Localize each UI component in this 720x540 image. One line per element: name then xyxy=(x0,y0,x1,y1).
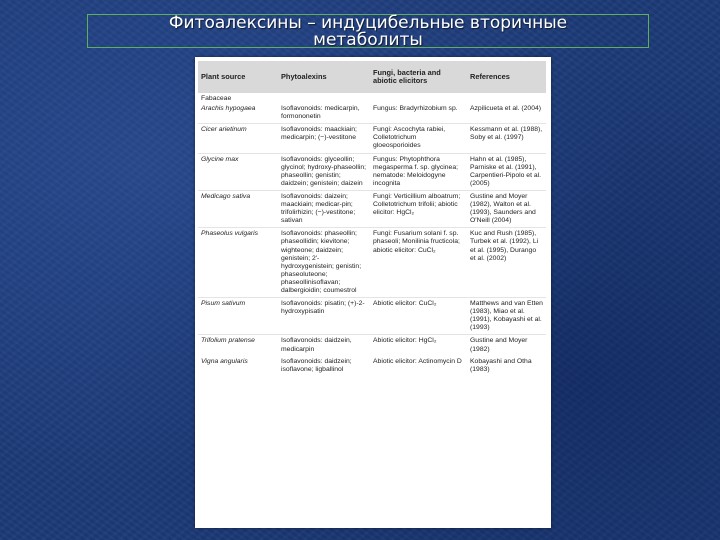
plant-source-cell: Arachis hypogaea xyxy=(198,103,278,124)
table-row xyxy=(198,103,546,124)
plant-source-cell: Trifolium pratense xyxy=(201,337,255,345)
elicitors-cell: Fungus: Phytophthora megasperma f. sp. glycinea; nematode: Meloidogyne incognita xyxy=(370,153,467,190)
plant-source-cell: Glycine max xyxy=(198,153,278,190)
table-row xyxy=(198,298,546,335)
plant-source-cell: Vigna angularis xyxy=(201,357,248,365)
elicitors-cell: Fungi: Fusarium solani f. sp. phaseoli; Monilinia fructicola; abiotic elicitor: CuCl₂ xyxy=(370,228,467,298)
references-cell: Kuc and Rush (1985), Turbek et al. (1992), Li et al. (1995), Durango et al. (2002) xyxy=(467,228,546,298)
references-cell: Kessmann et al. (1988), Soby et al. (1997) xyxy=(467,124,546,153)
elicitors-cell: Fungi: Ascochyta rabiei, Colletotrichum gloeosporioides xyxy=(370,124,467,153)
table-row xyxy=(198,190,546,227)
phytoalexins-cell: Isoflavonoids: medicarpin, formononetin xyxy=(278,103,370,124)
phytoalexins-cell: Isoflavonoids: daidzein, medicarpin xyxy=(281,337,352,353)
phytoalexins-cell: Isoflavonoids: pisatin; (+)-2-hydroxypisatin xyxy=(278,298,370,335)
table-row xyxy=(198,124,546,153)
table-row xyxy=(198,153,546,190)
elicitors-cell: Abiotic elicitor: HgCl₂ xyxy=(373,337,437,345)
phytoalexins-cell: Isoflavonoids: daidzein; isoflavone; ligballinol xyxy=(281,357,352,373)
plant-source-cell: Phaseolus vulgaris xyxy=(198,228,278,298)
references-cell: Gustine and Moyer (1982) xyxy=(470,337,528,353)
phytoalexin-table xyxy=(198,61,546,376)
header-phytoalexins: Phytoalexins xyxy=(281,71,327,81)
references-cell: Azpilicueta et al. (2004) xyxy=(467,103,546,124)
phytoalexins-cell: Isoflavonoids: phaseollin; phaseollidin; kievitone; wighteone; daidzein; genistein; 2'-hydroxygenistein; genistin; phaseoluteone; phaseollinisoflavan; dalbergioidin; coumestrol xyxy=(278,228,370,298)
slide-title-line-1: Фитоалексины – индуцибельные вторичные xyxy=(168,13,568,33)
references-cell: Hahn et al. (1985), Parniske et al. (1991), Carpentieri-Pipolo et al. (2005) xyxy=(467,153,546,190)
plant-source-cell: Medicago sativa xyxy=(198,190,278,227)
table-row xyxy=(198,356,546,376)
header-plant-source: Plant source xyxy=(201,71,246,81)
plant-source-cell: Cicer arietinum xyxy=(198,124,278,153)
references-cell: Gustine and Moyer (1982), Walton et al. (1993), Saunders and O'Neill (2004) xyxy=(467,190,546,227)
table-row xyxy=(198,335,546,356)
phytoalexin-table-image xyxy=(195,57,551,528)
family-label: Fabaceae xyxy=(201,95,232,102)
phytoalexins-cell: Isoflavonoids: maackiain; medicarpin; (−)-vestitone xyxy=(278,124,370,153)
phytoalexins-cell: Isoflavonoids: daizein; maackiain; medicar-pin; trifolirhizin; (−)-vestitone; sativan xyxy=(278,190,370,227)
slide-title xyxy=(87,14,649,48)
references-cell: Kobayashi and Otha (1983) xyxy=(470,357,532,373)
family-row xyxy=(198,93,546,103)
plant-source-cell: Pisum sativum xyxy=(198,298,278,335)
elicitors-cell: Fungi: Verticillium alboatrum; Colletotrichum trifolii; abiotic elicitor: HgCl₂ xyxy=(370,190,467,227)
table-header-row xyxy=(198,61,546,93)
header-references: References xyxy=(470,71,510,81)
references-cell: Matthews and van Etten (1983), Miao et al. (1991), Kobayashi et al. (1993) xyxy=(467,298,546,335)
phytoalexins-cell: Isoflavonoids: glyceollin; glycinol; hydroxy-phaseollin; phaseollin; genistin; daidzein; genistein; daizein xyxy=(278,153,370,190)
elicitors-cell: Fungus: Bradyrhizobium sp. xyxy=(370,103,467,124)
slide-title-line-2: метаболиты xyxy=(313,30,423,50)
elicitors-cell: Abiotic elicitor: CuCl₂ xyxy=(370,298,467,335)
header-elicitors: Fungi, bacteria and abiotic elicitors xyxy=(373,67,441,85)
elicitors-cell: Abiotic elicitor: Actinomycin D xyxy=(373,357,462,365)
table-row xyxy=(198,228,546,298)
